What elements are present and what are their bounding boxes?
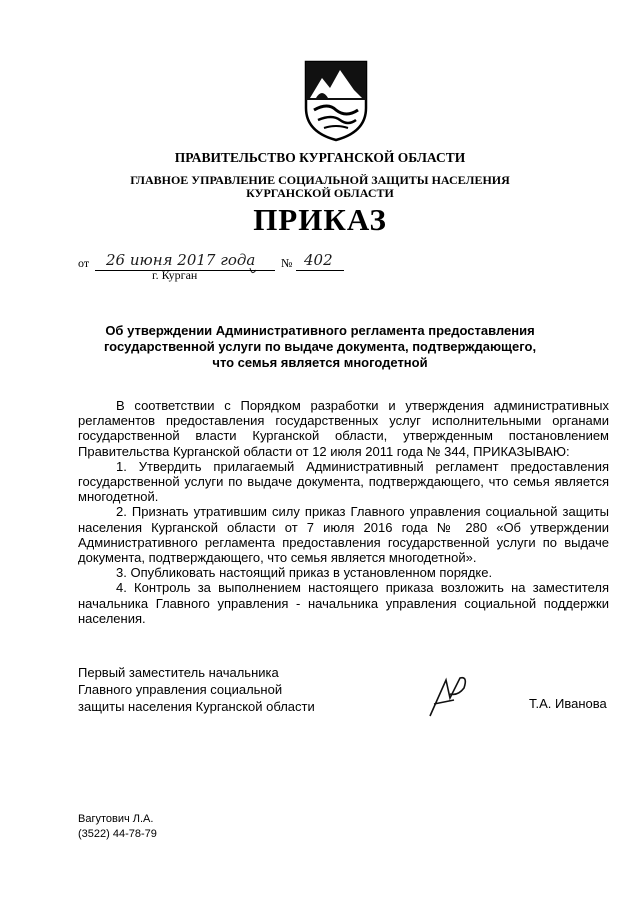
executor-info	[78, 812, 157, 842]
signatory-position	[78, 664, 315, 715]
order-subject	[0, 323, 640, 371]
number-underline	[296, 270, 344, 271]
department-title	[0, 174, 640, 200]
executor-phone: (3522) 44-78-79	[78, 828, 157, 840]
government-title: ПРАВИТЕЛЬСТВО КУРГАНСКОЙ ОБЛАСТИ	[174, 150, 466, 165]
document-type-title: ПРИКАЗ	[253, 202, 387, 237]
handwritten-signature	[424, 674, 472, 720]
number-prefix: №	[281, 256, 293, 270]
position-line-1: Первый заместитель начальника	[78, 665, 279, 680]
department-line-1: ГЛАВНОЕ УПРАВЛЕНИЕ СОЦИАЛЬНОЙ ЗАЩИТЫ НАСЕЛЕНИЯ	[130, 173, 510, 187]
coat-of-arms-emblem	[302, 58, 370, 142]
preamble-paragraph: В соответствии с Порядком разработки и утверждения административных регламентов предоставления государственных услуг исполнительными органами государственной власти Курганской области, утвержденным постановлением Правительства Курганской области от 12 июля 2011 года № 344, ПРИКАЗЫВАЮ:	[78, 398, 609, 459]
position-line-3: защиты населения Курганской области	[78, 699, 315, 714]
order-item-2: 2. Признать утратившим силу приказ Главного управления социальной защиты населения Курганской области от 7 июля 2016 года № 280 «Об утверждении Административного регламента предоставления государственной услуги по выдаче документа, подтверждающего, что семья является многодетной».	[78, 504, 609, 566]
subject-line-1: Об утверждении Административного регламента предоставления	[105, 323, 535, 338]
city-label: г. Курган	[152, 268, 198, 282]
position-line-2: Главного управления социальной	[78, 682, 283, 697]
department-line-2: КУРГАНСКОЙ ОБЛАСТИ	[246, 186, 394, 200]
subject-line-3: что семья является многодетной	[212, 355, 428, 370]
handwritten-date-text: 26 июня 2017 года	[106, 251, 256, 269]
executor-name: Вагутович Л.А.	[78, 813, 154, 825]
order-item-1: 1. Утвердить прилагаемый Административный регламент предоставления государственной услуги по выдаче документа, подтверждающего, что семья является многодетной.	[78, 458, 609, 505]
order-item-3: 3. Опубликовать настоящий приказ в установленном порядке.	[116, 565, 493, 581]
signatory-name: Т.А. Иванова	[529, 696, 607, 711]
handwritten-number-text: 402	[304, 251, 333, 269]
order-item-4: 4. Контроль за выполнением настоящего приказа возложить на заместителя начальника Главного управления - начальника управления социальной поддержки населения.	[78, 580, 609, 626]
order-body	[78, 398, 609, 626]
date-prefix: от	[78, 256, 90, 270]
subject-line-2: государственной услуги по выдаче документа, подтверждающего,	[103, 339, 537, 354]
handwritten-number	[298, 248, 348, 272]
